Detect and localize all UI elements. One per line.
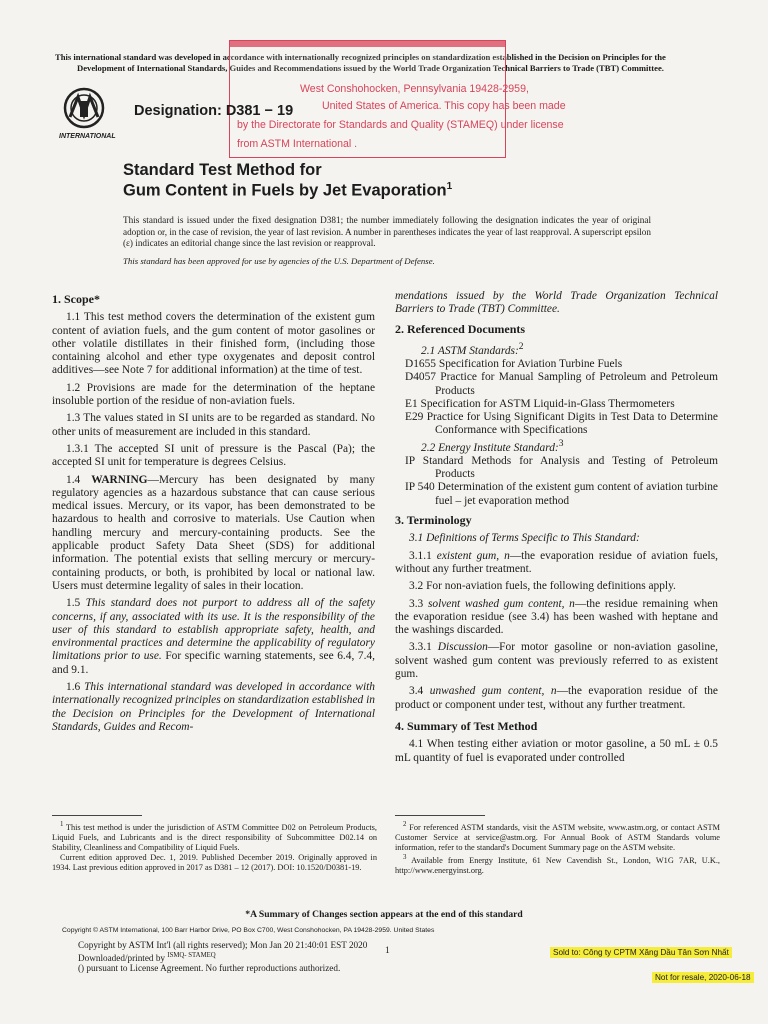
issue-statement: This standard is issued under the fixed designation D381; the number immediately following the designation indicates the year of original adoption or, in the case of revision, the year of last revision. A number in parentheses indicates the year of last reapproval. A superscript epsilon (ε) indicates an editorial change since the last revision or reapproval. (123, 215, 651, 248)
para-1-2: 1.2 Provisions are made for the determination of the heptane insoluble portion of the residue of non-aviation fuels. (52, 381, 375, 408)
para-number: 1.4 (66, 473, 81, 486)
definition: —the residue remaining when the evaporation residue (see 3.4) has been washed with heptane and the washings discarded. (395, 597, 718, 637)
para-1-4 (52, 474, 375, 594)
stamp-line-4: from ASTM International . (237, 138, 358, 150)
para-3-1-1 (395, 550, 718, 577)
footer-licensee: ISMQ- STAMEQ (167, 951, 216, 959)
para-3-4 (395, 685, 718, 712)
astm-logo (58, 87, 120, 141)
license-footer (78, 940, 367, 974)
stamp-line-1: West Conshohocken, Pennsylvania 19428-2959, (300, 83, 529, 95)
footer-downloaded: Downloaded/printed by (78, 952, 166, 963)
sold-to-highlight: Sold to: Công ty CPTM Xăng Dầu Tân Sơn Nhất (550, 947, 732, 958)
footnote-mark: 1 (60, 821, 64, 828)
footer-line-3: () pursuant to License Agreement. No further reproductions authorized. (78, 963, 341, 974)
footnote-3 (395, 853, 720, 876)
definition: —the evaporation residue of aviation fuels, without any further treatment. (395, 549, 718, 575)
astm-copyright: Copyright © ASTM International, 100 Barr Harbor Drive, PO Box C700, West Conshohocken, PA 19428-2959. United States (62, 927, 435, 934)
not-for-resale-highlight: Not for resale, 2020-06-18 (652, 972, 754, 983)
footer-line-1: Copyright by ASTM Int'l (all rights reserved); Mon Jan 20 21:40:01 EST 2020 (78, 940, 368, 950)
footnote-2 (395, 820, 720, 853)
para-1-1: 1.1 This test method covers the determination of the existent gum content of aviation fuels, and the gum content of motor gasolines or other volatile distillates in their finished form, (including those containing alcohol and ether type oxygenates and deposit control additives—see Note 7 for additional information) at the time of test. (52, 311, 375, 377)
section-terminology-heading: 3. Terminology (395, 513, 472, 528)
para-1-5 (52, 597, 375, 677)
definition: —the evaporation residue of the product or component under test, without any further treatment. (395, 685, 718, 711)
ref-item: E29 Practice for Using Significant Digits in Test Data to Determine Conformance with Specifications (405, 411, 718, 437)
para-number: 1.6 (66, 681, 81, 694)
para-number: 3.3 (409, 597, 424, 610)
ref-item: IP Standard Methods for Analysis and Testing of Petroleum Products (405, 454, 718, 481)
para-number: 3.3.1 (409, 641, 432, 654)
ref-item: D4057 Practice for Manual Sampling of Petroleum and Petroleum Products (405, 371, 718, 397)
ref-item: E1 Specification for ASTM Liquid-in-Glass Thermometers (405, 397, 675, 410)
footnote-text: Available from Energy Institute, 61 New Cavendish St., London, W1G 7AR, U.K., http://www.energyinst.org. (395, 855, 720, 875)
para-1-3: 1.3 The values stated in SI units are to be regarded as standard. No other units of measurement are included in this standard. (52, 412, 375, 438)
left-column (52, 290, 375, 738)
section-scope-heading: 1. Scope* (52, 292, 100, 306)
stamp-line-3: by the Directorate for Standards and Quality (STAMEQ) under license (237, 119, 564, 131)
logo-text: INTERNATIONAL (59, 133, 116, 140)
term: Discussion (437, 641, 488, 654)
warning-label: WARNING (91, 473, 148, 486)
tbt-statement: This international standard was developed in accordance with internationally recognized principles on standardization established in the Decision on Principles for the Development of International Standards, Guides and Recom- (52, 681, 375, 733)
para-number: 3.1.1 (409, 549, 432, 562)
summary-of-changes-note: *A Summary of Changes section appears at the end of this standard (245, 909, 523, 920)
footer-line-2 (78, 951, 367, 964)
safety-statement: This standard does not purport to address all of the safety concerns, if any, associated with its use. It is the responsibility of the user of this standard to establish appropriate safety, health, and environmental practices and determine the applicability of regulatory limitations prior to use. (52, 597, 375, 663)
footnotes-right (395, 815, 720, 876)
astm-standards-label (395, 341, 718, 358)
para-1-6 (52, 681, 375, 734)
stamp-line-2: United States of America. This copy has been made (322, 100, 566, 112)
para-3-1: 3.1 Definitions of Terms Specific to This Standard: (409, 532, 640, 545)
para-number: 1.5 (66, 597, 81, 610)
definition: —For motor gasoline or non-aviation gasoline, solvent washed gum content was previously referred to as existent gum. (395, 641, 718, 681)
footnote-text: For referenced ASTM standards, visit the ASTM website, www.astm.org, or contact ASTM Customer Service at service@astm.org. For Annual Book of ASTM Standards volume information, refer to the standard's Document Summary page on the ASTM website. (395, 822, 721, 852)
footnote-mark: 3 (403, 854, 407, 862)
footnote-1b: Current edition approved Dec. 1, 2019. Published December 2019. Originally approved in 1934. Last previous edition approved in 2017 as D381 – 12 (2017). DOI: 10.1520/D0381-19. (52, 853, 377, 873)
para-number: 3.4 (409, 685, 424, 698)
intro-line-2: Development of International Standards, Guides and Recommendations issued by the World Trade Organization Technical Barriers to Trade (TBT) Committee. (77, 63, 664, 73)
footnote-mark: 3 (558, 438, 564, 449)
footnote-rule (395, 815, 485, 816)
title-main: Gum Content in Fuels by Jet Evaporation (123, 181, 447, 200)
footnote-1 (52, 820, 377, 853)
term: unwashed gum content, n (429, 685, 557, 698)
right-column (395, 290, 718, 769)
footnote-mark: 2 (518, 341, 524, 352)
footnotes-left (52, 815, 377, 873)
section-summary-heading: 4. Summary of Test Method (395, 718, 538, 733)
warning-text: —Mercury has been designated by many regulatory agencies as a hazardous substance that can cause serious medical issues. Mercury, or its vapor, has been demonstrated to be hazardous to health and corrosive to materials. Use Caution when handling mercury and mercury-containing products. See the applicable product Safety Data Sheet (SDS) for additional information. The potential exists that selling mercury or mercury-containing products, or both, is prohibited by local or national law. Users must determine legality of sales in their location. (52, 473, 375, 592)
footnote-rule (52, 815, 142, 816)
safety-refs: For specific warning statements, see 6.4, 7.4, and 9.1. (52, 650, 375, 676)
title-line-1: Standard Test Method for (123, 161, 322, 179)
term: existent gum, n (436, 549, 510, 562)
para-3-2: 3.2 For non-aviation fuels, the following definitions apply. (409, 580, 676, 593)
para-3-3-1 (395, 641, 718, 681)
intro-line-1: This international standard was developed in accordance with internationally recognized principles on standardization established in the Decision on Principles for the (55, 52, 666, 62)
section-referenced-documents-heading: 2. Referenced Documents (395, 321, 526, 336)
dod-approval: This standard has been approved for use by agencies of the U.S. Department of Defense. (123, 256, 435, 266)
term: solvent washed gum content, n (427, 597, 575, 610)
astm-standards-text: 2.1 ASTM Standards: (421, 344, 519, 357)
title-line-2 (123, 181, 452, 201)
ref-item: IP 540 Determination of the existent gum content of aviation turbine fuel – jet evaporation method (405, 481, 718, 507)
footnote-text: This test method is under the jurisdiction of ASTM Committee D02 on Petroleum Products, Liquid Fuels, and Lubricants and is the direct responsibility of Subcommittee D02.14 on Stability, Cleanliness and Compatibility of Liquid Fuels. (52, 822, 377, 852)
energy-institute-label (395, 438, 718, 455)
tbt-statement-continued: mendations issued by the World Trade Organization Technical Barriers to Trade (TBT) Committee. (395, 290, 718, 316)
footnote-mark: 2 (403, 821, 407, 828)
energy-institute-text: 2.2 Energy Institute Standard: (421, 441, 559, 454)
ref-item: D1655 Specification for Aviation Turbine Fuels (405, 357, 623, 370)
para-4-1: 4.1 When testing either aviation or motor gasoline, a 50 mL ± 0.5 mL quantity of fuel is evaporated under controlled (395, 738, 718, 764)
para-1-3-1: 1.3.1 The accepted SI unit of pressure is the Pascal (Pa); the accepted SI unit for temperature is degrees Celsius. (52, 442, 375, 469)
para-3-3 (395, 598, 718, 638)
page-number: 1 (385, 946, 390, 956)
astm-logo-icon (58, 87, 120, 141)
designation: Designation: D381 − 19 (134, 103, 294, 119)
stamp-overprint (230, 41, 505, 47)
title-footnote-mark: 1 (446, 181, 453, 192)
